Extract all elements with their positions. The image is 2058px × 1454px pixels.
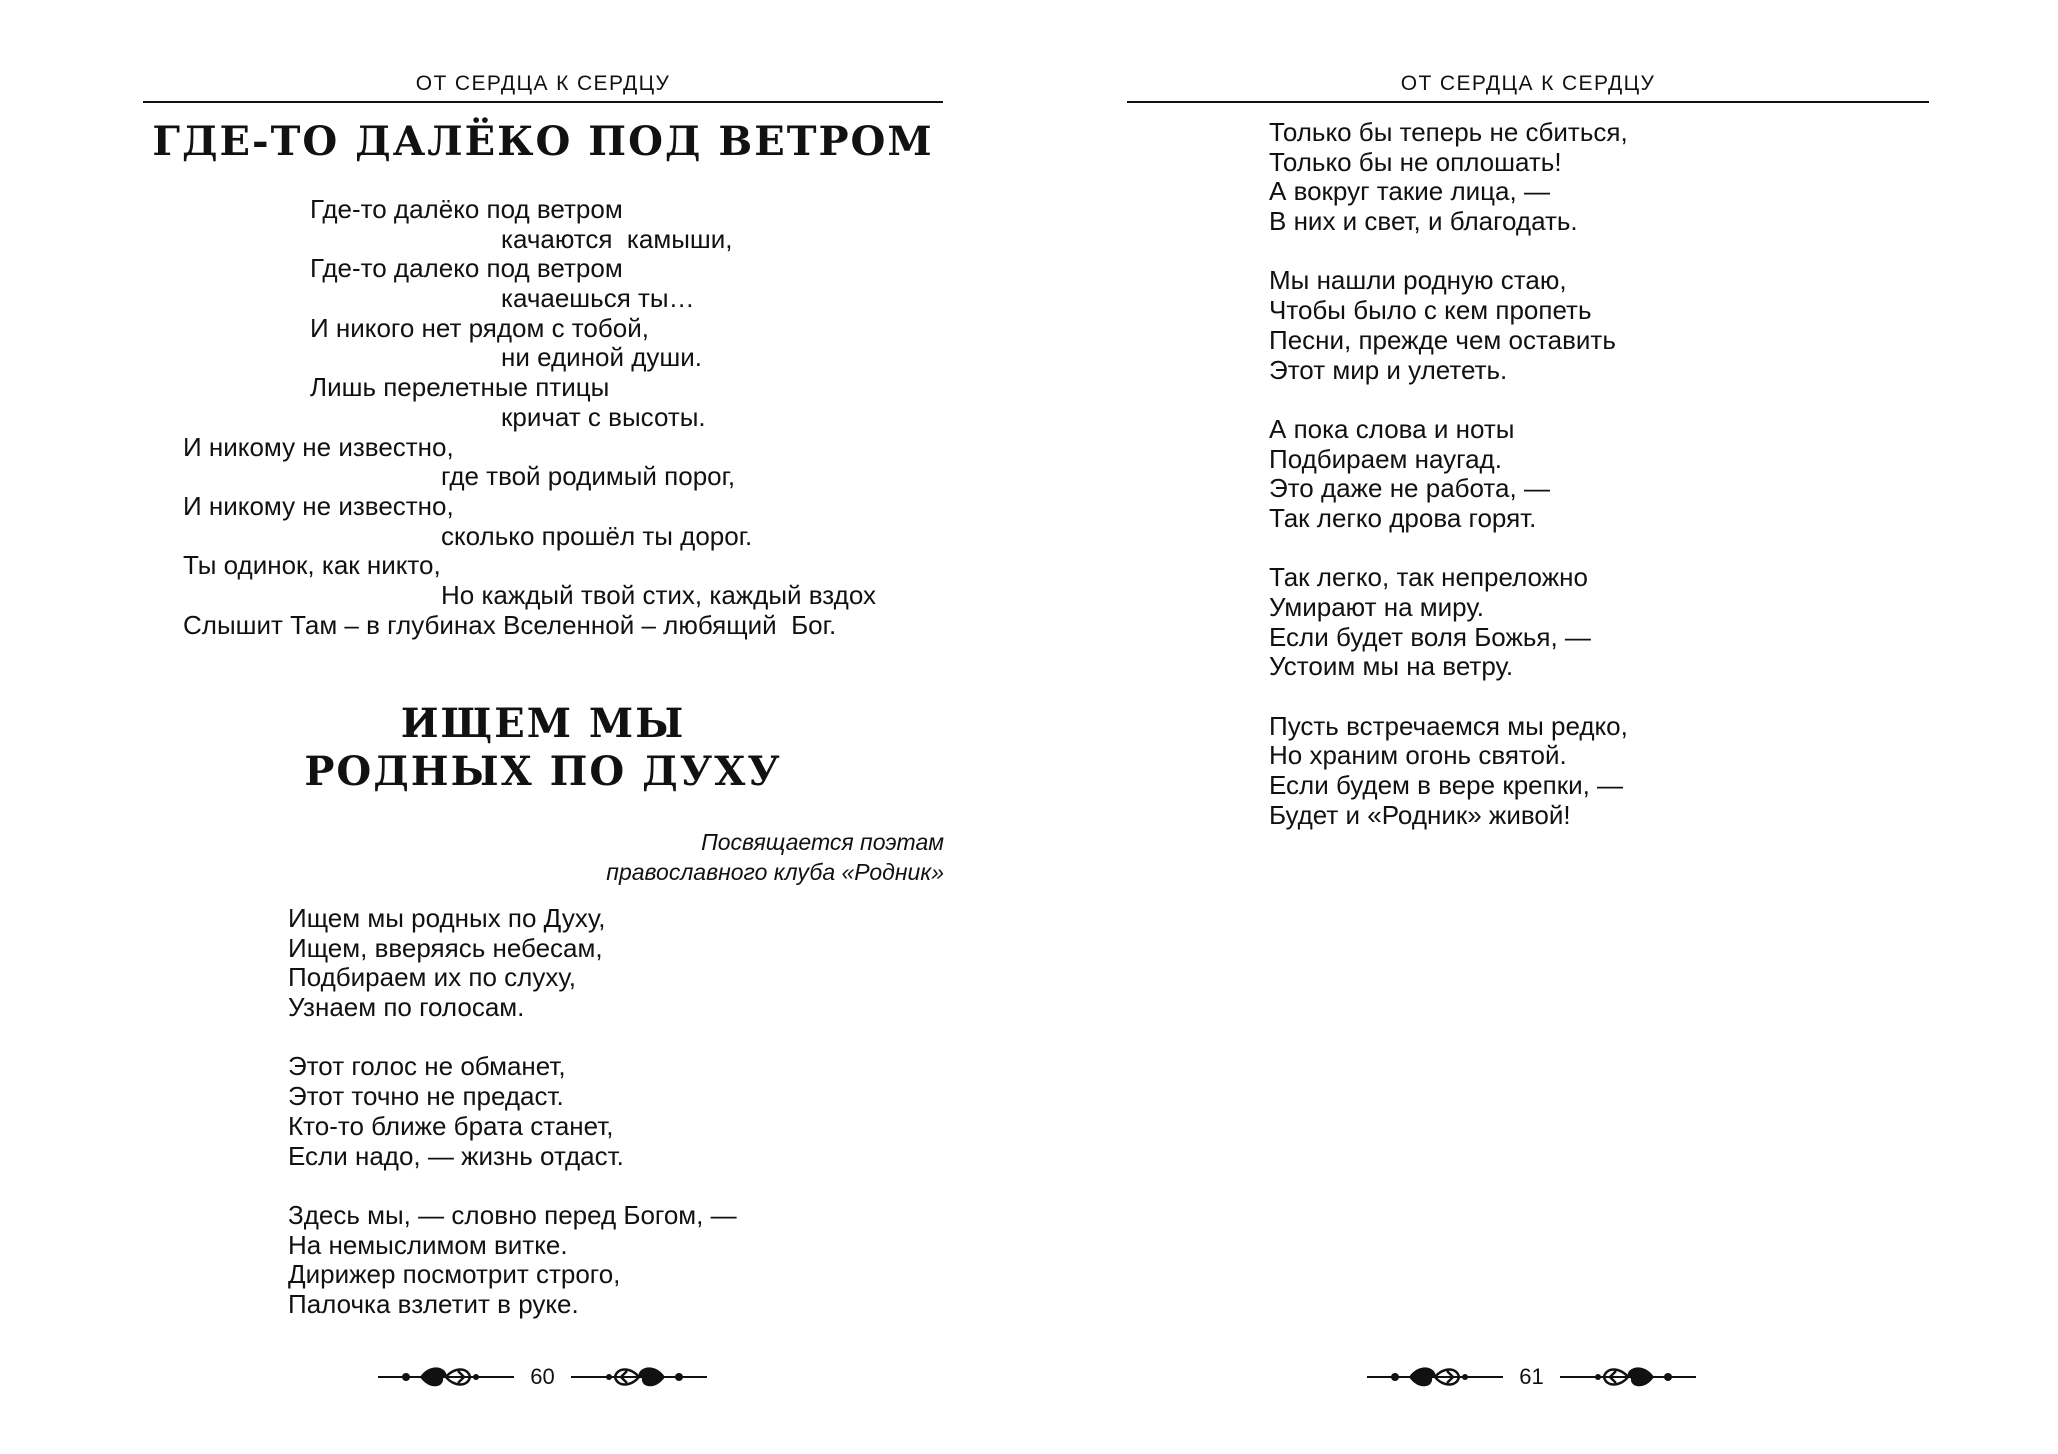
verse-line: Слышит Там – в глубинах Вселенной – любящий Бог. bbox=[183, 609, 837, 640]
verse-line: Если будем в вере крепки, — bbox=[1269, 770, 1624, 801]
verse-line: ни единой души. bbox=[501, 342, 703, 373]
verse-line: Ты одинок, как никто, bbox=[183, 550, 441, 581]
verse-line: Только бы не оплошать! bbox=[1269, 146, 1562, 177]
verse-line: Лишь перелетные птицы bbox=[310, 372, 610, 403]
header-rule bbox=[143, 101, 943, 103]
verse-line: Если будет воля Божья, — bbox=[1269, 621, 1591, 652]
dedication-line: Посвящается поэтам bbox=[701, 829, 944, 855]
verse-line: Дирижер посмотрит строго, bbox=[288, 1259, 621, 1290]
page-footer bbox=[370, 1357, 715, 1397]
flourish-ornament-icon bbox=[376, 1361, 516, 1393]
verse-line: Где-то далёко под ветром bbox=[310, 194, 623, 224]
verse-line: качаются камыши, bbox=[501, 223, 733, 254]
verse-line: Если надо, — жизнь отдаст. bbox=[288, 1140, 624, 1171]
stanza bbox=[1269, 118, 1919, 237]
running-head: ОТ СЕРДЦА К СЕРДЦУ bbox=[1400, 72, 1656, 95]
verse-line: Подбираем их по слуху, bbox=[288, 962, 576, 993]
verse-line: В них и свет, и благодать. bbox=[1269, 206, 1578, 237]
verse-line: Будет и «Родник» живой! bbox=[1269, 799, 1571, 830]
verse-line: где твой родимый порог, bbox=[441, 461, 736, 492]
poem-body bbox=[288, 904, 938, 1320]
verse-line: качаешься ты… bbox=[501, 283, 695, 314]
poem-title bbox=[143, 700, 943, 796]
verse-line: Только бы теперь не сбиться, bbox=[1269, 117, 1628, 147]
verse-line: Это даже не работа, — bbox=[1269, 473, 1550, 504]
page-number: 60 bbox=[530, 1364, 555, 1389]
verse-line: И никому не известно, bbox=[183, 490, 454, 521]
verse-line: Этот мир и улететь. bbox=[1269, 354, 1508, 385]
verse-line: И никого нет рядом с тобой, bbox=[310, 312, 649, 343]
verse-line: Ищем, вверяясь небесам, bbox=[288, 932, 603, 963]
flourish-ornament-icon bbox=[1365, 1361, 1505, 1393]
dedication bbox=[440, 827, 944, 887]
right-page bbox=[1029, 0, 2058, 1454]
verse-line: Умирают на миру. bbox=[1269, 592, 1484, 622]
page-number: 61 bbox=[1519, 1364, 1544, 1389]
stanza bbox=[1269, 712, 1919, 831]
flourish-ornament-icon bbox=[569, 1361, 709, 1393]
stanza bbox=[1269, 266, 1919, 385]
poem-title: ГДЕ-ТО ДАЛЁКО ПОД ВЕТРОМ bbox=[152, 118, 934, 165]
verse-line: Песни, прежде чем оставить bbox=[1269, 324, 1616, 355]
verse-line: Подбираем наугад. bbox=[1269, 443, 1502, 474]
verse-line: Узнаем по голосам. bbox=[288, 992, 525, 1023]
flourish-ornament-icon bbox=[1558, 1361, 1698, 1393]
verse-line: А пока слова и ноты bbox=[1269, 413, 1515, 444]
verse-line: А вокруг такие лица, — bbox=[1269, 176, 1550, 207]
verse-line: Здесь мы, — словно перед Богом, — bbox=[288, 1199, 737, 1230]
poem-body bbox=[1269, 118, 1919, 831]
verse-line: Кто-то ближе брата станет, bbox=[288, 1110, 614, 1141]
verse-line: На немыслимом витке. bbox=[288, 1229, 568, 1260]
poem-body bbox=[183, 195, 963, 640]
verse-line: кричат с высоты. bbox=[501, 401, 706, 432]
stanza bbox=[1269, 563, 1919, 682]
stanza bbox=[288, 1201, 938, 1320]
verse-line: И никому не известно, bbox=[183, 431, 454, 462]
stanza bbox=[288, 1052, 938, 1171]
dedication-line: православного клуба «Родник» bbox=[606, 859, 944, 885]
stanza bbox=[288, 904, 938, 1023]
running-head: ОТ СЕРДЦА К СЕРДЦУ bbox=[415, 72, 671, 95]
header-rule bbox=[1127, 101, 1929, 103]
stanza bbox=[1269, 415, 1919, 534]
poem-title-line: РОДНЫХ ПО ДУХУ bbox=[304, 748, 782, 795]
verse-line: Ищем мы родных по Духу, bbox=[288, 903, 606, 933]
page-footer bbox=[1359, 1357, 1704, 1397]
verse-line: Где-то далеко под ветром bbox=[310, 253, 623, 284]
poem-title-line: ИЩЕМ МЫ bbox=[400, 700, 686, 747]
verse-line: Пусть встречаемся мы редко, bbox=[1269, 710, 1628, 741]
verse-line: Но храним огонь святой. bbox=[1269, 740, 1567, 771]
verse-line: Этот голос не обманет, bbox=[288, 1051, 566, 1082]
verse-line: Так легко дрова горят. bbox=[1269, 502, 1537, 533]
verse-line: Так легко, так непреложно bbox=[1269, 562, 1588, 593]
verse-line: Этот точно не предаст. bbox=[288, 1081, 564, 1112]
verse-line: сколько прошёл ты дорог. bbox=[441, 520, 753, 551]
verse-line: Устоим мы на ветру. bbox=[1269, 651, 1514, 682]
verse-line: Мы нашли родную стаю, bbox=[1269, 265, 1567, 296]
verse-line: Но каждый твой стих, каждый вздох bbox=[441, 579, 876, 610]
verse-line: Чтобы было с кем пропеть bbox=[1269, 295, 1592, 326]
verse-line: Палочка взлетит в руке. bbox=[288, 1288, 579, 1319]
